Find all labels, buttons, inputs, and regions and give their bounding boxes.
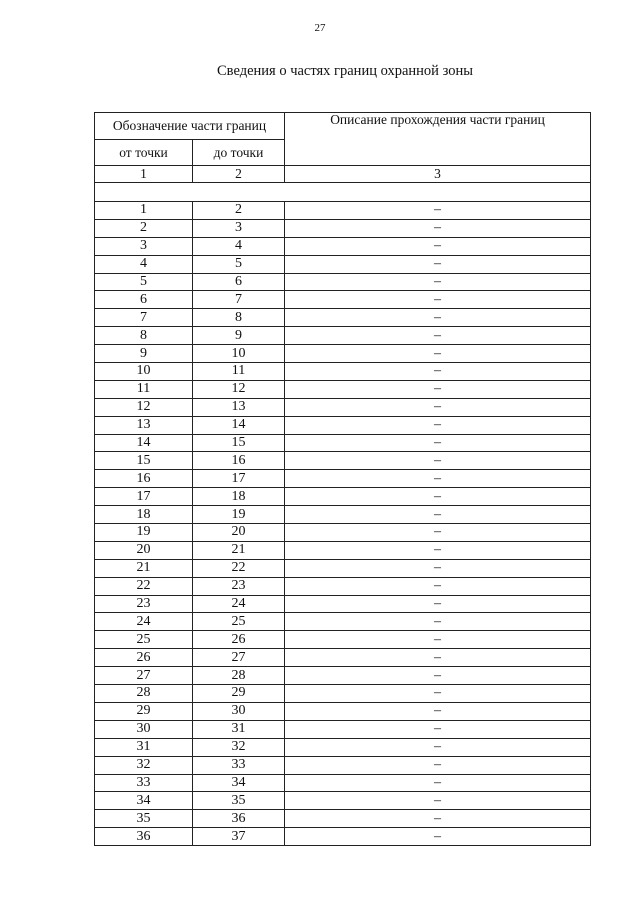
table-row bbox=[95, 416, 591, 434]
table-row bbox=[95, 506, 591, 524]
to-point-cell: 15 bbox=[193, 434, 285, 452]
description-cell: – bbox=[285, 631, 591, 649]
description-cell: – bbox=[285, 756, 591, 774]
column-number-2: 2 bbox=[193, 166, 285, 183]
table-row bbox=[95, 685, 591, 703]
table-row bbox=[95, 524, 591, 542]
table-row bbox=[95, 720, 591, 738]
from-point-cell: 26 bbox=[95, 649, 193, 667]
from-point-cell: 7 bbox=[95, 309, 193, 327]
to-point-cell: 19 bbox=[193, 506, 285, 524]
table-row bbox=[95, 237, 591, 255]
from-point-cell: 35 bbox=[95, 810, 193, 828]
description-cell: – bbox=[285, 327, 591, 345]
from-point-cell: 17 bbox=[95, 488, 193, 506]
description-cell: – bbox=[285, 685, 591, 703]
description-cell: – bbox=[285, 738, 591, 756]
table-row bbox=[95, 452, 591, 470]
description-cell: – bbox=[285, 702, 591, 720]
from-point-cell: 13 bbox=[95, 416, 193, 434]
document-title: Сведения о частях границ охранной зоны bbox=[217, 63, 473, 79]
from-point-cell: 11 bbox=[95, 380, 193, 398]
from-point-cell: 25 bbox=[95, 631, 193, 649]
to-point-cell: 7 bbox=[193, 291, 285, 309]
description-cell: – bbox=[285, 255, 591, 273]
from-point-cell: 19 bbox=[95, 524, 193, 542]
description-cell: – bbox=[285, 649, 591, 667]
description-cell: – bbox=[285, 237, 591, 255]
from-point-cell: 27 bbox=[95, 667, 193, 685]
from-point-cell: 18 bbox=[95, 506, 193, 524]
table-row bbox=[95, 345, 591, 363]
description-cell: – bbox=[285, 810, 591, 828]
from-point-cell: 34 bbox=[95, 792, 193, 810]
from-point-cell: 29 bbox=[95, 702, 193, 720]
table-body bbox=[95, 166, 591, 846]
boundary-parts-table bbox=[94, 112, 591, 846]
table-row bbox=[95, 470, 591, 488]
from-point-cell: 33 bbox=[95, 774, 193, 792]
header-boundary-description: Описание прохождения части границ bbox=[285, 113, 591, 166]
to-point-cell: 21 bbox=[193, 541, 285, 559]
from-point-cell: 23 bbox=[95, 595, 193, 613]
to-point-cell: 30 bbox=[193, 702, 285, 720]
to-point-cell: 11 bbox=[193, 363, 285, 381]
table-row bbox=[95, 541, 591, 559]
description-cell: – bbox=[285, 774, 591, 792]
from-point-cell: 28 bbox=[95, 685, 193, 703]
to-point-cell: 13 bbox=[193, 398, 285, 416]
from-point-cell: 24 bbox=[95, 613, 193, 631]
from-point-cell: 10 bbox=[95, 363, 193, 381]
table-row bbox=[95, 667, 591, 685]
table-row bbox=[95, 649, 591, 667]
to-point-cell: 20 bbox=[193, 524, 285, 542]
from-point-cell: 16 bbox=[95, 470, 193, 488]
description-cell: – bbox=[285, 219, 591, 237]
column-number-1: 1 bbox=[95, 166, 193, 183]
to-point-cell: 26 bbox=[193, 631, 285, 649]
from-point-cell: 20 bbox=[95, 541, 193, 559]
to-point-cell: 23 bbox=[193, 577, 285, 595]
to-point-cell: 22 bbox=[193, 559, 285, 577]
table-row bbox=[95, 488, 591, 506]
description-cell: – bbox=[285, 506, 591, 524]
from-point-cell: 4 bbox=[95, 255, 193, 273]
description-cell: – bbox=[285, 559, 591, 577]
to-point-cell: 27 bbox=[193, 649, 285, 667]
table-row bbox=[95, 774, 591, 792]
description-cell: – bbox=[285, 452, 591, 470]
from-point-cell: 14 bbox=[95, 434, 193, 452]
table-row bbox=[95, 363, 591, 381]
from-point-cell: 31 bbox=[95, 738, 193, 756]
table-row bbox=[95, 219, 591, 237]
description-cell: – bbox=[285, 524, 591, 542]
description-cell: – bbox=[285, 345, 591, 363]
to-point-cell: 24 bbox=[193, 595, 285, 613]
table-row bbox=[95, 756, 591, 774]
table-row bbox=[95, 398, 591, 416]
spacer-row bbox=[95, 183, 591, 202]
table-row bbox=[95, 273, 591, 291]
to-point-cell: 10 bbox=[193, 345, 285, 363]
description-cell: – bbox=[285, 541, 591, 559]
page-number: 27 bbox=[314, 22, 326, 34]
description-cell: – bbox=[285, 720, 591, 738]
from-point-cell: 32 bbox=[95, 756, 193, 774]
table-row bbox=[95, 595, 591, 613]
description-cell: – bbox=[285, 363, 591, 381]
spacer-cell bbox=[95, 183, 591, 202]
to-point-cell: 25 bbox=[193, 613, 285, 631]
to-point-cell: 31 bbox=[193, 720, 285, 738]
table-row bbox=[95, 255, 591, 273]
to-point-cell: 29 bbox=[193, 685, 285, 703]
column-number-3: 3 bbox=[285, 166, 591, 183]
to-point-cell: 8 bbox=[193, 309, 285, 327]
column-number-row bbox=[95, 166, 591, 183]
to-point-cell: 34 bbox=[193, 774, 285, 792]
table-row bbox=[95, 613, 591, 631]
from-point-cell: 21 bbox=[95, 559, 193, 577]
to-point-cell: 12 bbox=[193, 380, 285, 398]
table-row bbox=[95, 631, 591, 649]
to-point-cell: 28 bbox=[193, 667, 285, 685]
description-cell: – bbox=[285, 380, 591, 398]
table-row bbox=[95, 792, 591, 810]
from-point-cell: 9 bbox=[95, 345, 193, 363]
table-row bbox=[95, 327, 591, 345]
from-point-cell: 2 bbox=[95, 219, 193, 237]
to-point-cell: 4 bbox=[193, 237, 285, 255]
from-point-cell: 5 bbox=[95, 273, 193, 291]
from-point-cell: 36 bbox=[95, 828, 193, 846]
table-row bbox=[95, 202, 591, 220]
description-cell: – bbox=[285, 416, 591, 434]
header-to-point: до точки bbox=[193, 140, 285, 166]
table-row bbox=[95, 738, 591, 756]
table-row bbox=[95, 434, 591, 452]
description-cell: – bbox=[285, 434, 591, 452]
to-point-cell: 37 bbox=[193, 828, 285, 846]
description-cell: – bbox=[285, 595, 591, 613]
description-cell: – bbox=[285, 792, 591, 810]
to-point-cell: 17 bbox=[193, 470, 285, 488]
description-cell: – bbox=[285, 488, 591, 506]
table-row bbox=[95, 702, 591, 720]
table-row bbox=[95, 309, 591, 327]
table-row bbox=[95, 559, 591, 577]
to-point-cell: 33 bbox=[193, 756, 285, 774]
to-point-cell: 32 bbox=[193, 738, 285, 756]
table-row bbox=[95, 380, 591, 398]
to-point-cell: 3 bbox=[193, 219, 285, 237]
to-point-cell: 35 bbox=[193, 792, 285, 810]
from-point-cell: 22 bbox=[95, 577, 193, 595]
description-cell: – bbox=[285, 273, 591, 291]
to-point-cell: 6 bbox=[193, 273, 285, 291]
from-point-cell: 1 bbox=[95, 202, 193, 220]
header-from-point: от точки bbox=[95, 140, 193, 166]
to-point-cell: 16 bbox=[193, 452, 285, 470]
to-point-cell: 14 bbox=[193, 416, 285, 434]
description-cell: – bbox=[285, 470, 591, 488]
description-cell: – bbox=[285, 202, 591, 220]
from-point-cell: 12 bbox=[95, 398, 193, 416]
from-point-cell: 6 bbox=[95, 291, 193, 309]
description-cell: – bbox=[285, 667, 591, 685]
to-point-cell: 2 bbox=[193, 202, 285, 220]
to-point-cell: 36 bbox=[193, 810, 285, 828]
from-point-cell: 15 bbox=[95, 452, 193, 470]
description-cell: – bbox=[285, 398, 591, 416]
description-cell: – bbox=[285, 291, 591, 309]
description-cell: – bbox=[285, 613, 591, 631]
from-point-cell: 8 bbox=[95, 327, 193, 345]
description-cell: – bbox=[285, 309, 591, 327]
to-point-cell: 9 bbox=[193, 327, 285, 345]
table-row bbox=[95, 810, 591, 828]
to-point-cell: 18 bbox=[193, 488, 285, 506]
table-row bbox=[95, 828, 591, 846]
description-cell: – bbox=[285, 577, 591, 595]
description-cell: – bbox=[285, 828, 591, 846]
header-boundary-designation: Обозначение части границ bbox=[95, 113, 285, 140]
to-point-cell: 5 bbox=[193, 255, 285, 273]
table-row bbox=[95, 291, 591, 309]
table-row bbox=[95, 577, 591, 595]
from-point-cell: 3 bbox=[95, 237, 193, 255]
from-point-cell: 30 bbox=[95, 720, 193, 738]
